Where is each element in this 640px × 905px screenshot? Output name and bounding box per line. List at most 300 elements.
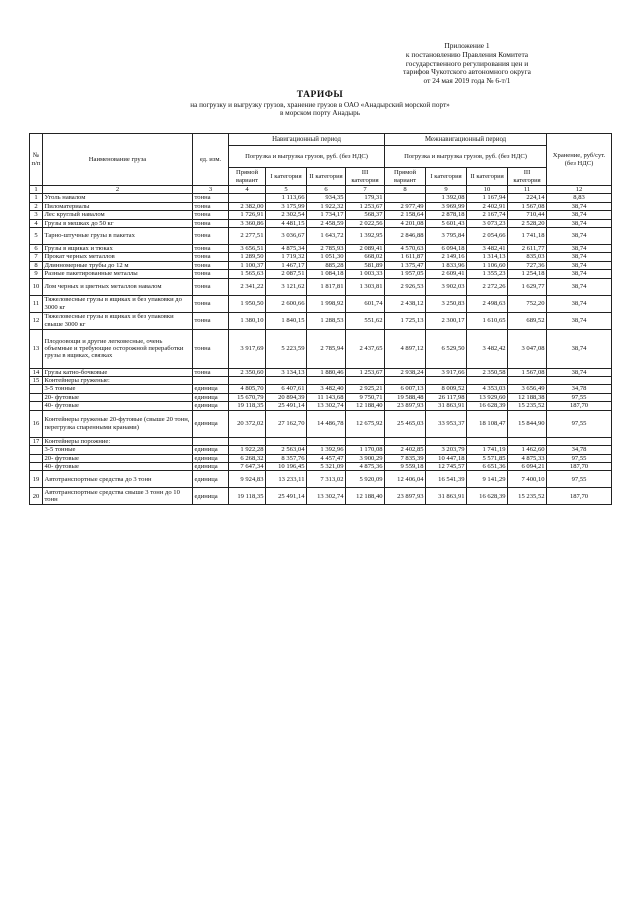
unit-cell: тонна — [193, 219, 229, 227]
tariff-value: 1 998,92 — [307, 295, 346, 312]
tariff-value: 224,14 — [508, 194, 547, 202]
tariff-value: 13 302,74 — [307, 402, 346, 410]
tariff-value: 4 353,03 — [467, 385, 508, 393]
row-number: 2 — [30, 202, 43, 210]
appendix-line: государственного регулирования цен и — [405, 58, 529, 68]
tariff-value: 20 372,02 — [229, 410, 266, 437]
tariff-value: 1 355,23 — [467, 270, 508, 278]
tariff-value: 1 629,77 — [508, 278, 547, 295]
row-number: 12 — [30, 312, 43, 329]
storage-value — [547, 437, 612, 445]
tariff-value: 1 922,32 — [307, 202, 346, 210]
tariff-value: 1 288,53 — [307, 312, 346, 329]
unit-cell — [193, 437, 229, 445]
tariff-value: 1 467,17 — [266, 261, 307, 269]
cargo-name: 40- футовые — [43, 402, 193, 410]
tariff-table-body — [30, 194, 612, 505]
tariff-value: 4 805,70 — [229, 385, 266, 393]
tariff-value — [385, 377, 426, 385]
unit-cell — [193, 377, 229, 385]
row-number: 9 — [30, 270, 43, 278]
tariff-value: 2 402,91 — [467, 202, 508, 210]
tariff-value: 3 073,23 — [467, 219, 508, 227]
tariff-value: 2 563,04 — [266, 446, 307, 454]
cargo-name: Грузы в ящиках и тюках — [43, 245, 193, 253]
tariff-value: 12 675,92 — [346, 410, 385, 437]
tariff-value: 689,52 — [508, 312, 547, 329]
tariff-value: 12 188,40 — [346, 488, 385, 505]
column-number: 6 — [307, 186, 346, 194]
tariff-value: 2 302,54 — [266, 211, 307, 219]
cargo-name: Тарно-штучные грузы в пакетах — [43, 228, 193, 245]
tariff-value: 4 875,34 — [266, 245, 307, 253]
cargo-name: 3-5 тонные — [43, 446, 193, 454]
tariff-value: 1 314,13 — [467, 253, 508, 261]
document-title: ТАРИФЫ — [296, 90, 344, 100]
tariff-value: 25 491,14 — [266, 488, 307, 505]
tariff-value: 12 188,38 — [508, 393, 547, 401]
tariff-value: 2 300,17 — [426, 312, 467, 329]
tariff-value: 25 491,14 — [266, 402, 307, 410]
tariff-value: 7 400,10 — [508, 471, 547, 488]
tariff-value: 8 009,52 — [426, 385, 467, 393]
tariff-value: 1 565,63 — [229, 270, 266, 278]
unit-cell: единица — [193, 462, 229, 470]
tariff-value: 3 250,83 — [426, 295, 467, 312]
tariff-value: 1 051,30 — [307, 253, 346, 261]
header-internav-loading: Погрузка и выгрузка грузов, руб. (без НДС) — [385, 146, 547, 168]
unit-cell: единица — [193, 488, 229, 505]
table-row — [30, 295, 612, 312]
tariff-value: 1 567,08 — [508, 368, 547, 376]
cargo-name: Плодоовощи и другие легковесные, очень объемные и требующие осторожной переработки грузы в ящиках, связках — [43, 329, 193, 368]
tariff-value — [426, 437, 467, 445]
tariff-value: 3 175,99 — [266, 202, 307, 210]
row-number: 3 — [30, 211, 43, 219]
tariff-value: 3 360,86 — [229, 219, 266, 227]
tariff-value: 16 628,39 — [467, 488, 508, 505]
tariff-value: 13 929,60 — [467, 393, 508, 401]
tariff-value: 3 482,42 — [467, 329, 508, 368]
tariff-value: 3 482,40 — [307, 385, 346, 393]
tariff-value: 3 969,99 — [426, 202, 467, 210]
tariff-value: 2 977,49 — [385, 202, 426, 210]
tariff-value: 3 656,49 — [508, 385, 547, 393]
tariff-value: 727,36 — [508, 261, 547, 269]
cargo-name: Автотранспортные средства свыше 3 тонн до 10 тонн — [43, 488, 193, 505]
header-navigation-period: Навигационный период — [229, 134, 385, 146]
tariff-value: 18 108,47 — [467, 410, 508, 437]
storage-value: 187,70 — [547, 402, 612, 410]
tariff-value — [346, 437, 385, 445]
column-number: 1 — [30, 186, 43, 194]
unit-cell: тонна — [193, 329, 229, 368]
tariff-value: 5 920,09 — [346, 471, 385, 488]
storage-value: 38,74 — [547, 368, 612, 376]
tariff-value: 1 567,08 — [508, 202, 547, 210]
tariff-value: 1 113,66 — [266, 194, 307, 202]
cargo-name: Тяжеловесные грузы в ящиках и без упаковки до 3000 кг — [43, 295, 193, 312]
tariff-value: 1 726,91 — [229, 211, 266, 219]
tariff-value: 1 392,08 — [426, 194, 467, 202]
tariff-value: 1 950,50 — [229, 295, 266, 312]
storage-value: 38,74 — [547, 219, 612, 227]
table-row — [30, 410, 612, 437]
tariff-value: 710,44 — [508, 211, 547, 219]
tariff-value: 1 254,18 — [508, 270, 547, 278]
table-row — [30, 471, 612, 488]
tariff-value: 9 924,83 — [229, 471, 266, 488]
tariff-value: 19 588,48 — [385, 393, 426, 401]
tariff-value: 1 462,60 — [508, 446, 547, 454]
tariff-value: 934,35 — [307, 194, 346, 202]
unit-cell: тонна — [193, 295, 229, 312]
row-number: 13 — [30, 329, 43, 368]
header-internavigation-period: Межнавигационный период — [385, 134, 547, 146]
tariff-value: 10 447,18 — [426, 454, 467, 462]
unit-cell: единица — [193, 410, 229, 437]
tariff-value: 12 745,57 — [426, 462, 467, 470]
header-nav-direct: Прямой вариант — [229, 168, 266, 186]
tariff-value: 15 235,52 — [508, 402, 547, 410]
tariff-value: 1 170,08 — [346, 446, 385, 454]
table-row — [30, 377, 612, 385]
table-row — [30, 211, 612, 219]
tariff-value: 1 741,18 — [508, 228, 547, 245]
column-number: 2 — [43, 186, 193, 194]
tariff-value: 2 785,94 — [307, 329, 346, 368]
unit-cell: тонна — [193, 194, 229, 202]
tariff-value: 5 321,09 — [307, 462, 346, 470]
header-internav-cat2: II категория — [467, 168, 508, 186]
storage-value: 187,70 — [547, 488, 612, 505]
tariff-value: 31 863,91 — [426, 402, 467, 410]
row-number — [30, 393, 43, 401]
tariff-value: 4 897,12 — [385, 329, 426, 368]
unit-cell: тонна — [193, 270, 229, 278]
tariff-value: 6 007,13 — [385, 385, 426, 393]
storage-value: 187,70 — [547, 462, 612, 470]
tariff-value — [346, 377, 385, 385]
appendix-note — [342, 42, 592, 86]
storage-value: 97,55 — [547, 454, 612, 462]
unit-cell: тонна — [193, 278, 229, 295]
tariff-value: 2 437,65 — [346, 329, 385, 368]
row-number: 11 — [30, 295, 43, 312]
storage-value: 8,83 — [547, 194, 612, 202]
tariff-value: 1 380,10 — [229, 312, 266, 329]
tariff-value: 3 917,69 — [229, 329, 266, 368]
header-internav-cat1: I категория — [426, 168, 467, 186]
tariff-value: 1 100,37 — [229, 261, 266, 269]
tariff-value: 3 795,84 — [426, 228, 467, 245]
tariff-value: 2 022,56 — [346, 219, 385, 227]
tariff-value: 2 277,51 — [229, 228, 266, 245]
tariff-value: 1 253,67 — [346, 368, 385, 376]
tariff-value: 9 750,71 — [346, 393, 385, 401]
cargo-name: Тяжеловесные грузы в ящиках и без упаковки свыше 3000 кг — [43, 312, 193, 329]
row-number: 20 — [30, 488, 43, 505]
document-subtitle-port: в морском порту Анадырь — [279, 109, 360, 118]
tariff-value: 2 878,18 — [426, 211, 467, 219]
row-number — [30, 446, 43, 454]
column-number: 10 — [467, 186, 508, 194]
storage-value: 38,74 — [547, 245, 612, 253]
header-nav-cat2: II категория — [307, 168, 346, 186]
tariff-value — [426, 377, 467, 385]
tariff-value: 2 600,66 — [266, 295, 307, 312]
tariff-value: 551,62 — [346, 312, 385, 329]
tariff-value: 2 458,59 — [307, 219, 346, 227]
cargo-name: Уголь навалом — [43, 194, 193, 202]
cargo-name: 3-5 тонные — [43, 385, 193, 393]
tariff-value — [307, 437, 346, 445]
cargo-name: Лом черных и цветных металлов навалом — [43, 278, 193, 295]
tariff-value: 668,02 — [346, 253, 385, 261]
tariff-value: 1 167,94 — [467, 194, 508, 202]
tariff-value: 3 047,08 — [508, 329, 547, 368]
cargo-name: 20- футовые — [43, 393, 193, 401]
header-nav-cat3: III категория — [346, 168, 385, 186]
storage-value: 38,74 — [547, 253, 612, 261]
tariff-value: 19 118,35 — [229, 402, 266, 410]
tariff-value: 25 465,03 — [385, 410, 426, 437]
row-number: 15 — [30, 377, 43, 385]
storage-value: 97,55 — [547, 471, 612, 488]
tariff-value: 3 900,29 — [346, 454, 385, 462]
unit-cell: единица — [193, 393, 229, 401]
unit-cell: тонна — [193, 368, 229, 376]
cargo-name: Лес круглый навалом — [43, 211, 193, 219]
tariff-value — [229, 377, 266, 385]
table-row — [30, 253, 612, 261]
unit-cell: единица — [193, 471, 229, 488]
tariff-value: 752,20 — [508, 295, 547, 312]
table-row — [30, 446, 612, 454]
tariff-value: 13 233,11 — [266, 471, 307, 488]
row-number: 5 — [30, 228, 43, 245]
cargo-name: Грузы в мешках до 50 кг — [43, 219, 193, 227]
column-number: 7 — [346, 186, 385, 194]
unit-cell: тонна — [193, 228, 229, 245]
table-row — [30, 488, 612, 505]
storage-value: 38,74 — [547, 278, 612, 295]
tariff-value: 2 925,21 — [346, 385, 385, 393]
table-row — [30, 261, 612, 269]
tariff-value: 3 917,66 — [426, 368, 467, 376]
column-number: 3 — [193, 186, 229, 194]
table-row — [30, 245, 612, 253]
column-number: 9 — [426, 186, 467, 194]
unit-cell: единица — [193, 446, 229, 454]
row-number — [30, 462, 43, 470]
tariff-value: 5 223,59 — [266, 329, 307, 368]
tariff-value: 1 719,32 — [266, 253, 307, 261]
tariff-value: 885,28 — [307, 261, 346, 269]
table-row — [30, 454, 612, 462]
unit-cell: единица — [193, 454, 229, 462]
tariff-value: 1 106,60 — [467, 261, 508, 269]
tariff-value: 4 481,15 — [266, 219, 307, 227]
cargo-name: Длинномерные трубы до 12 м — [43, 261, 193, 269]
row-number: 19 — [30, 471, 43, 488]
unit-cell: тонна — [193, 253, 229, 261]
tariff-value: 15 844,90 — [508, 410, 547, 437]
tariff-value: 8 357,76 — [266, 454, 307, 462]
storage-value: 38,74 — [547, 312, 612, 329]
column-number: 5 — [266, 186, 307, 194]
row-number: 4 — [30, 219, 43, 227]
tariff-value: 2 272,26 — [467, 278, 508, 295]
tariff-value: 601,74 — [346, 295, 385, 312]
row-number: 14 — [30, 368, 43, 376]
tariff-value: 1 880,46 — [307, 368, 346, 376]
cargo-name: Прокат черных металлов — [43, 253, 193, 261]
header-unit: ед. изм. — [193, 134, 229, 186]
unit-cell: тонна — [193, 245, 229, 253]
row-number: 8 — [30, 261, 43, 269]
tariff-value: 4 875,33 — [508, 454, 547, 462]
tariff-value: 3 656,51 — [229, 245, 266, 253]
tariff-value: 13 302,74 — [307, 488, 346, 505]
tariff-value: 4 201,08 — [385, 219, 426, 227]
tariff-value: 15 670,79 — [229, 393, 266, 401]
storage-value: 38,74 — [547, 211, 612, 219]
tariff-value: 2 528,20 — [508, 219, 547, 227]
table-row — [30, 312, 612, 329]
tariff-value — [229, 437, 266, 445]
column-numbers-row — [30, 186, 612, 194]
tariff-value: 12 406,04 — [385, 471, 426, 488]
tariff-value: 2 350,60 — [229, 368, 266, 376]
tariff-value: 1 643,72 — [307, 228, 346, 245]
cargo-name: 40- футовые — [43, 462, 193, 470]
unit-cell: тонна — [193, 211, 229, 219]
unit-cell: тонна — [193, 261, 229, 269]
unit-cell: единица — [193, 402, 229, 410]
cargo-name: Автотранспортные средства до 3 тонн — [43, 471, 193, 488]
storage-value: 38,74 — [547, 295, 612, 312]
table-row — [30, 194, 612, 202]
tariff-value: 6 094,18 — [426, 245, 467, 253]
tariff-value: 2 087,51 — [266, 270, 307, 278]
tariff-value: 27 162,70 — [266, 410, 307, 437]
storage-value: 38,74 — [547, 270, 612, 278]
tariff-value: 3 203,79 — [426, 446, 467, 454]
tariff-value: 2 350,58 — [467, 368, 508, 376]
row-number: 7 — [30, 253, 43, 261]
tariff-value: 10 196,45 — [266, 462, 307, 470]
tariff-value: 2 054,66 — [467, 228, 508, 245]
tariff-value: 179,31 — [346, 194, 385, 202]
table-row — [30, 437, 612, 445]
header-cargo-name: Наименование груза — [43, 134, 193, 186]
cargo-name: Пиломатериалы — [43, 202, 193, 210]
tariff-value: 15 235,52 — [508, 488, 547, 505]
table-row — [30, 368, 612, 376]
table-row — [30, 202, 612, 210]
tariff-value: 1 725,13 — [385, 312, 426, 329]
tariff-value: 2 158,64 — [385, 211, 426, 219]
tariff-value — [307, 377, 346, 385]
tariff-value: 7 835,39 — [385, 454, 426, 462]
storage-value: 38,74 — [547, 202, 612, 210]
tariff-value: 1 084,18 — [307, 270, 346, 278]
tariff-value: 1 003,33 — [346, 270, 385, 278]
tariff-value: 2 167,74 — [467, 211, 508, 219]
tariff-value: 6 529,50 — [426, 329, 467, 368]
tariff-value: 23 897,93 — [385, 402, 426, 410]
header-nav-loading: Погрузка и выгрузка грузов, руб. (без НДС) — [229, 146, 385, 168]
tariff-value: 31 863,91 — [426, 488, 467, 505]
tariff-value: 4 570,63 — [385, 245, 426, 253]
column-number: 8 — [385, 186, 426, 194]
tariff-value — [467, 437, 508, 445]
storage-value: 38,74 — [547, 329, 612, 368]
tariff-value: 1 734,17 — [307, 211, 346, 219]
tariff-value: 7 313,02 — [307, 471, 346, 488]
tariff-value: 2 846,88 — [385, 228, 426, 245]
row-number — [30, 385, 43, 393]
tariff-value — [467, 377, 508, 385]
tariff-value: 11 143,68 — [307, 393, 346, 401]
document-subtitle: на погрузку и выгрузку грузов, хранение грузов в ОАО «Анадырский морской порт» — [190, 101, 450, 109]
cargo-name: Контейнеры груженые: — [43, 377, 193, 385]
cargo-name: 20- футовые — [43, 454, 193, 462]
tariff-value: 1 392,96 — [307, 446, 346, 454]
tariff-value: 2 498,63 — [467, 295, 508, 312]
tariff-value: 2 089,41 — [346, 245, 385, 253]
tariff-value: 2 609,41 — [426, 270, 467, 278]
tariff-value: 3 121,62 — [266, 278, 307, 295]
tariff-table — [29, 133, 612, 505]
row-number: 6 — [30, 245, 43, 253]
storage-value: 34,78 — [547, 385, 612, 393]
tariff-value: 2 341,22 — [229, 278, 266, 295]
cargo-name: Грузы катно-бочковые — [43, 368, 193, 376]
tariff-value: 581,89 — [346, 261, 385, 269]
unit-cell: тонна — [193, 312, 229, 329]
tariff-value: 6 094,21 — [508, 462, 547, 470]
tariff-value: 1 611,87 — [385, 253, 426, 261]
tariff-value: 6 407,61 — [266, 385, 307, 393]
row-number: 17 — [30, 437, 43, 445]
tariff-value: 2 402,85 — [385, 446, 426, 454]
storage-value: 97,55 — [547, 393, 612, 401]
storage-value: 38,74 — [547, 228, 612, 245]
appendix-line: к постановлению Правления Комитета — [405, 49, 529, 59]
tariff-value: 19 118,35 — [229, 488, 266, 505]
tariff-value: 568,37 — [346, 211, 385, 219]
appendix-line: Приложение 1 — [444, 41, 490, 50]
tariff-value — [229, 194, 266, 202]
row-number: 10 — [30, 278, 43, 295]
column-number: 12 — [547, 186, 612, 194]
unit-cell: тонна — [193, 202, 229, 210]
tariff-value: 6 268,32 — [229, 454, 266, 462]
table-row — [30, 270, 612, 278]
cargo-name: Разные пакетированные металлы — [43, 270, 193, 278]
table-row — [30, 219, 612, 227]
tariff-value: 1 610,65 — [467, 312, 508, 329]
storage-value: 38,74 — [547, 261, 612, 269]
cargo-name: Контейнеры порожние: — [43, 437, 193, 445]
tariff-value: 1 303,81 — [346, 278, 385, 295]
header-number: № п/п — [30, 134, 43, 186]
tariff-value: 1 817,81 — [307, 278, 346, 295]
tariff-value — [266, 377, 307, 385]
tariff-value: 1 375,47 — [385, 261, 426, 269]
